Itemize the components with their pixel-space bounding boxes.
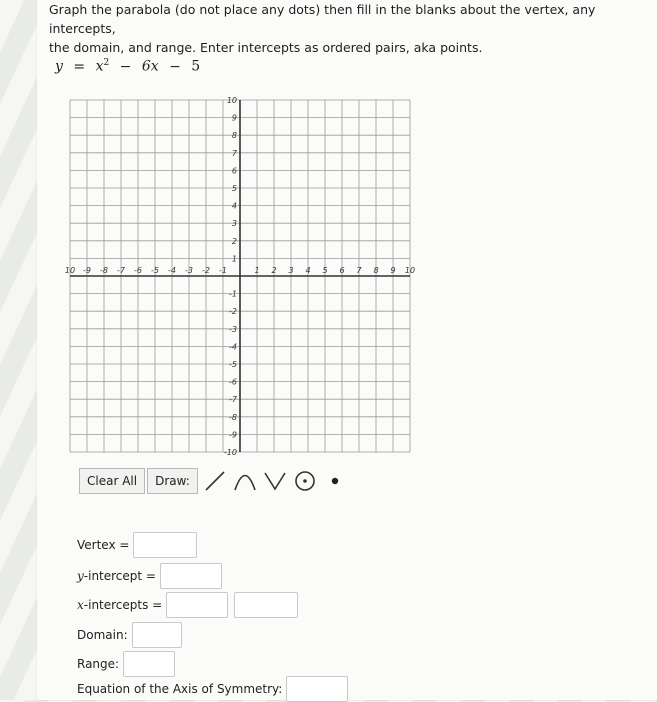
y-tick-label: -3 [229, 324, 237, 334]
y-tick-label: -1 [229, 289, 237, 299]
x-tick-label: -9 [83, 266, 91, 275]
y-tick-label: 8 [231, 131, 237, 141]
range-label: Range: [77, 657, 120, 671]
x-tick-label: 7 [356, 266, 362, 275]
y-tick-label: 10 [226, 96, 237, 105]
y-intercept-label: -intercept = [83, 569, 156, 583]
draw-toolbar [79, 467, 348, 495]
y-tick-label: -4 [229, 342, 237, 352]
point-tool-icon[interactable] [322, 469, 348, 493]
x-intercepts-label: -intercepts = [83, 598, 163, 612]
y-intercept-variable: y [77, 569, 84, 583]
instructions-line-2: the domain, and range. Enter intercepts as ordered pairs, aka points. [49, 40, 483, 55]
equation-term-2: 6x [141, 58, 159, 75]
x-tick-label: 10 [404, 266, 416, 275]
equation-exponent: 2 [103, 58, 110, 68]
range-input[interactable] [123, 651, 175, 677]
y-tick-label: 3 [231, 219, 237, 229]
y-intercept-input[interactable] [160, 563, 222, 589]
y-tick-label: -5 [229, 360, 237, 369]
instructions-line-1: Graph the parabola (do not place any dots) then fill in the blanks about the vertex, any intercepts, [49, 2, 596, 36]
y-tick-label: 6 [231, 166, 237, 176]
x-tick-label: 8 [373, 266, 379, 275]
equation-operator-1: − [119, 58, 132, 75]
y-intercept-row [77, 563, 222, 589]
equation-term-3: 5 [191, 58, 201, 75]
x-intercepts-variable: x [77, 598, 84, 612]
domain-row [77, 622, 182, 648]
x-tick-label: 2 [271, 266, 277, 275]
y-tick-label: 1 [231, 254, 237, 264]
x-tick-label: -7 [117, 266, 125, 275]
y-tick-label: -6 [229, 377, 237, 387]
x-tick-label: 6 [339, 266, 345, 275]
range-row [77, 651, 175, 677]
coordinate-grid[interactable] [62, 92, 416, 462]
y-tick-label: -7 [229, 395, 237, 405]
y-tick-label: 7 [231, 148, 237, 158]
equation [55, 58, 200, 75]
vertex-label: Vertex = [77, 538, 130, 552]
x-tick-label: 5 [322, 266, 328, 275]
line-tool-icon[interactable] [202, 469, 228, 493]
equation-term-1: x [95, 58, 104, 75]
y-tick-label: 5 [231, 184, 237, 193]
x-tick-label: 10 [64, 266, 76, 275]
vertex-row [77, 532, 197, 558]
x-tick-label: -3 [185, 266, 193, 275]
x-tick-label: -8 [100, 266, 108, 275]
equation-operator-2: − [169, 58, 181, 75]
question-page [37, 0, 657, 700]
vertex-input[interactable] [133, 532, 197, 558]
clear-all-button[interactable]: Clear All [79, 468, 145, 494]
x-tick-label: 9 [390, 266, 396, 275]
axis-of-symmetry-label: Equation of the Axis of Symmetry: [77, 682, 283, 696]
domain-label: Domain: [77, 628, 128, 642]
x-tick-label: 3 [288, 266, 294, 275]
x-tick-label: -4 [168, 266, 176, 275]
x-intercept-input-2[interactable] [234, 592, 298, 618]
x-tick-label: -2 [202, 266, 210, 275]
x-tick-label: -6 [134, 266, 142, 275]
draw-label: Draw: [147, 468, 198, 494]
y-tick-label: -8 [229, 412, 237, 422]
y-tick-label: 4 [231, 201, 237, 211]
instructions [49, 0, 649, 57]
equation-equals: = [73, 58, 86, 75]
axis-of-symmetry-row [77, 676, 348, 702]
graph-area[interactable] [62, 92, 416, 462]
x-intercepts-row [77, 592, 298, 618]
x-tick-label: 1 [254, 266, 260, 275]
x-tick-label: -1 [219, 266, 227, 275]
y-tick-label: 2 [231, 236, 237, 246]
circle-tool-icon[interactable] [292, 469, 318, 493]
x-tick-label: 4 [305, 266, 311, 275]
y-tick-label: -10 [223, 448, 237, 457]
axis-of-symmetry-input[interactable] [286, 676, 348, 702]
parabola-up-icon[interactable] [262, 469, 288, 493]
y-tick-label: -2 [229, 307, 237, 317]
x-intercept-input-1[interactable] [166, 592, 228, 618]
y-tick-label: -9 [229, 430, 237, 440]
parabola-down-icon[interactable] [232, 469, 258, 493]
x-tick-label: -5 [151, 266, 159, 275]
y-tick-label: 9 [231, 113, 237, 123]
domain-input[interactable] [132, 622, 182, 648]
equation-y: y [55, 58, 63, 75]
